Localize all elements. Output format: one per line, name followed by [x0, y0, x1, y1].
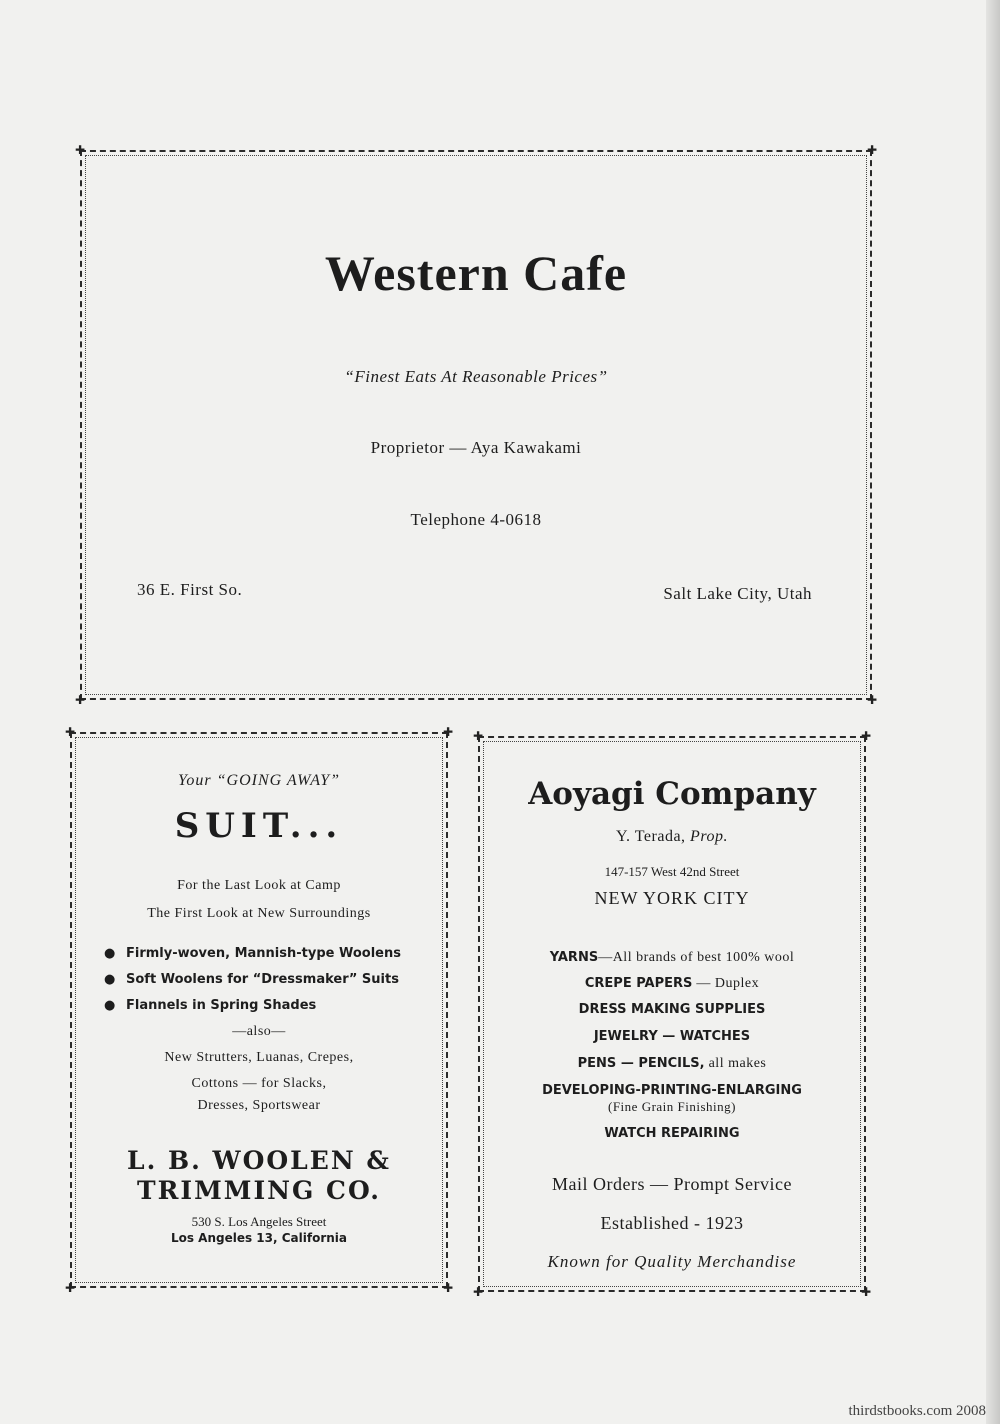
aoyagi-item: DEVELOPING-PRINTING-ENLARGING — [542, 1083, 802, 1098]
corner-ornament: ✚ — [65, 725, 76, 739]
cafe-title: Western Cafe — [324, 245, 628, 301]
aoyagi-mail-orders: Mail Orders — Prompt Service — [552, 1174, 792, 1194]
woolen-extra-3: Dresses, Sportswear — [197, 1098, 321, 1113]
woolen-ad — [65, 725, 454, 1295]
bullet-icon: ● — [104, 972, 116, 987]
bullet-icon: ● — [104, 998, 116, 1013]
woolen-company-line-1: L. B. WOOLEN & — [127, 1146, 391, 1175]
corner-ornament: ✚ — [867, 143, 878, 157]
aoyagi-fine-grain: (Fine Grain Finishing) — [608, 1099, 736, 1114]
woolen-bullet: ● Firmly-woven, Mannish-type Woolens — [104, 946, 401, 961]
page-gutter-shadow — [986, 0, 1000, 1424]
corner-ornament: ✚ — [443, 1281, 454, 1295]
corner-ornament: ✚ — [75, 143, 86, 157]
corner-ornament: ✚ — [473, 729, 484, 743]
corner-ornament: ✚ — [861, 729, 872, 743]
aoyagi-item: YARNS—All brands of best 100% wool — [549, 950, 795, 965]
aoyagi-item: JEWELRY — WATCHES — [593, 1029, 751, 1044]
woolen-line-1: For the Last Look at Camp — [177, 878, 341, 893]
woolen-address-2: Los Angeles 13, California — [170, 1231, 348, 1245]
woolen-headline: SUIT... — [174, 806, 344, 846]
woolen-bullet: ● Flannels in Spring Shades — [104, 998, 317, 1013]
aoyagi-title: Aoyagi Company — [528, 776, 816, 812]
watermark: thirdstbooks.com 2008 — [848, 1403, 986, 1419]
corner-ornament: ✚ — [75, 693, 86, 707]
aoyagi-item: PENS — PENCILS, all makes — [577, 1056, 767, 1071]
woolen-extra-2: Cottons — for Slacks, — [191, 1076, 327, 1091]
cafe-telephone: Telephone 4-0618 — [410, 510, 542, 529]
woolen-address-1: 530 S. Los Angeles Street — [191, 1214, 327, 1229]
woolen-also: —also— — [232, 1024, 286, 1039]
aoyagi-item: CREPE PAPERS — Duplex — [584, 976, 760, 991]
aoyagi-city: NEW YORK CITY — [594, 888, 750, 908]
aoyagi-proprietor: Y. Terada, Prop. — [616, 828, 728, 845]
bullet-icon: ● — [104, 946, 116, 961]
woolen-extra-1: New Strutters, Luanas, Crepes, — [164, 1050, 354, 1065]
cafe-city: Salt Lake City, Utah — [663, 584, 812, 603]
corner-ornament: ✚ — [867, 693, 878, 707]
aoyagi-tagline: Known for Quality Merchandise — [547, 1252, 797, 1271]
woolen-intro: Your “GOING AWAY” — [177, 772, 340, 789]
corner-ornament: ✚ — [473, 1285, 484, 1299]
aoyagi-ad — [473, 729, 872, 1299]
western-cafe-ad — [75, 143, 878, 707]
woolen-company-line-2: TRIMMING CO. — [137, 1176, 381, 1205]
woolen-line-2: The First Look at New Surroundings — [147, 906, 371, 921]
cafe-proprietor: Proprietor — Aya Kawakami — [370, 438, 582, 457]
aoyagi-watch-repair: WATCH REPAIRING — [604, 1126, 740, 1141]
corner-ornament: ✚ — [65, 1281, 76, 1295]
aoyagi-street: 147-157 West 42nd Street — [604, 864, 740, 879]
aoyagi-item: DRESS MAKING SUPPLIES — [578, 1002, 766, 1017]
woolen-bullet: ● Soft Woolens for “Dressmaker” Suits — [104, 972, 399, 987]
cafe-address: 36 E. First So. — [137, 580, 243, 599]
corner-ornament: ✚ — [443, 725, 454, 739]
aoyagi-established: Established - 1923 — [600, 1213, 744, 1233]
corner-ornament: ✚ — [861, 1285, 872, 1299]
cafe-slogan: “Finest Eats At Reasonable Prices” — [344, 367, 608, 386]
